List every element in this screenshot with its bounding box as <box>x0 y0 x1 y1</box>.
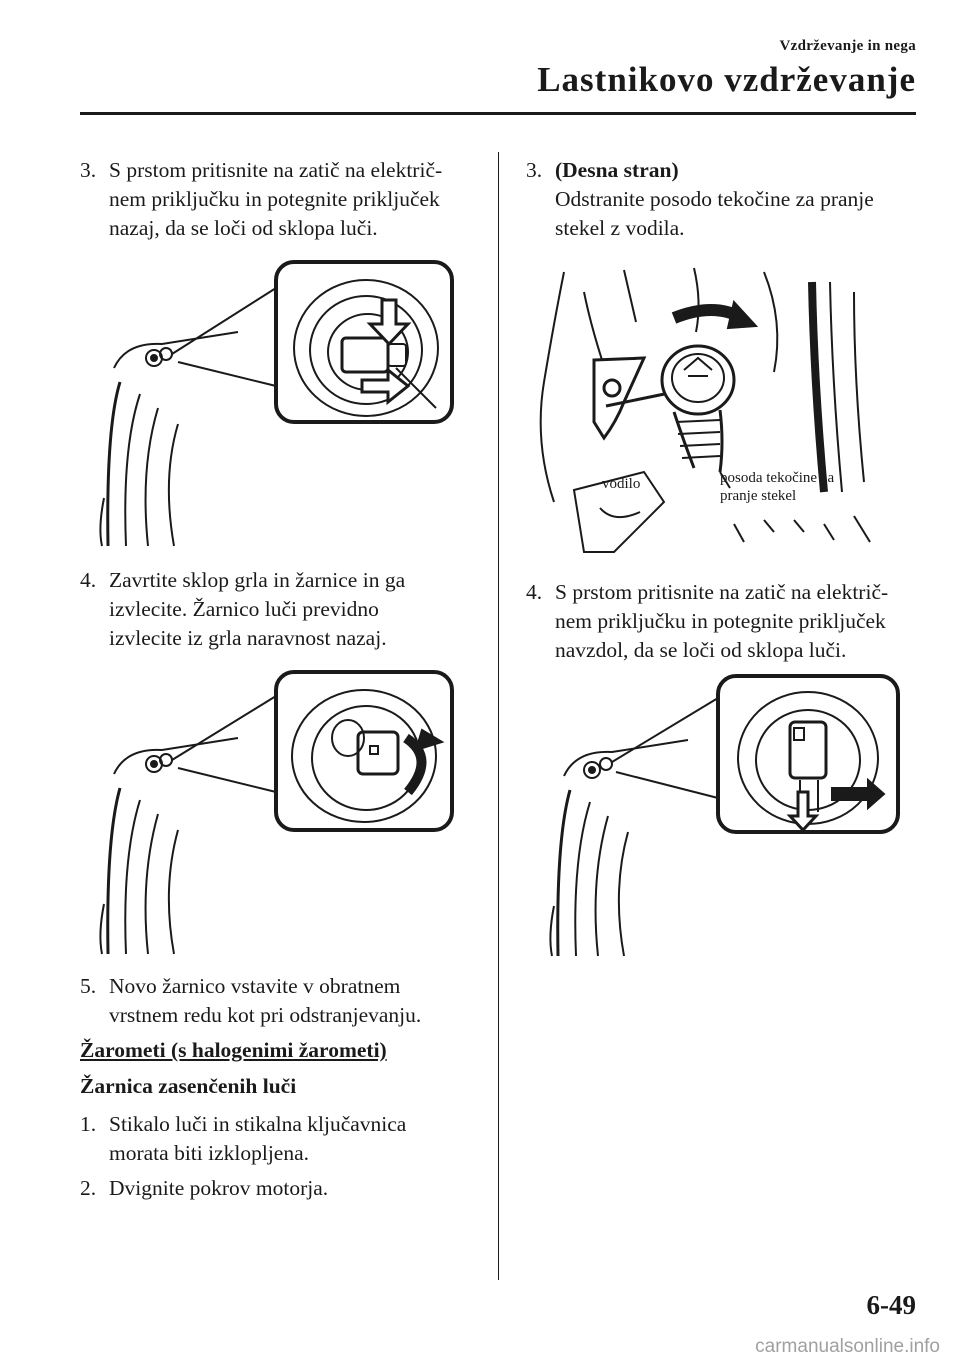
left-step-3 <box>80 156 490 243</box>
step-number: 4. <box>80 568 97 592</box>
step-line: izvlecite iz grla naravnost nazaj. <box>109 626 387 650</box>
figure-washer-tank <box>524 262 894 556</box>
left-step-5 <box>80 972 490 1030</box>
watermark: carmanualsonline.info <box>755 1336 940 1357</box>
right-step-3 <box>526 156 926 243</box>
step-number: 4. <box>526 580 543 604</box>
figure-label-tank-2: pranje stekel <box>720 488 797 504</box>
step-line: S prstom pritisnite na zatič na električ- <box>109 158 443 182</box>
step-line: stekel z vodila. <box>555 216 685 240</box>
page-number: 6-49 <box>866 1290 916 1320</box>
step-number: 2. <box>80 1176 97 1200</box>
step-line: Stikalo luči in stikalna ključavnica <box>109 1112 407 1136</box>
step-line: Zavrtite sklop grla in žarnice in ga <box>109 568 406 592</box>
step-number: 3. <box>526 158 543 182</box>
column-divider <box>498 152 499 1280</box>
step-number: 5. <box>80 974 97 998</box>
left-step-1 <box>80 1110 490 1168</box>
step-line: izvlecite. Žarnico luči previdno <box>109 597 379 621</box>
figure-connector-press <box>96 258 458 548</box>
step-line: vrstnem redu kot pri odstranjevanju. <box>109 1003 422 1027</box>
step-line: S prstom pritisnite na zatič na električ- <box>555 580 889 604</box>
step-line: nem priključku in potegnite priključek <box>555 609 886 633</box>
step-line: morata biti izklopljena. <box>109 1141 310 1165</box>
step-number: 3. <box>80 158 97 182</box>
subheading: Žarnica zasenčenih luči <box>80 1074 297 1098</box>
section-heading: Žarometi (s halogenimi žarometi) <box>80 1038 387 1062</box>
side-label: (Desna stran) <box>555 158 679 182</box>
step-number: 1. <box>80 1112 97 1136</box>
chapter-title: Vzdrževanje in nega <box>779 38 916 54</box>
figure-label-guide: vodilo <box>602 476 641 492</box>
header-rule <box>80 112 916 115</box>
left-step-4 <box>80 566 490 653</box>
figure-twist-socket <box>96 668 458 956</box>
step-line: Novo žarnico vstavite v obratnem <box>109 974 401 998</box>
step-line: Odstranite posodo tekočine za pranje <box>555 187 874 211</box>
figure-label-tank-1: posoda tekočine za <box>720 470 835 486</box>
step-line: Dvignite pokrov motorja. <box>109 1176 329 1200</box>
step-line: nem priključku in potegnite priključek <box>109 187 440 211</box>
figure-connector-down <box>546 672 906 958</box>
step-line: navzdol, da se loči od sklopa luči. <box>555 638 847 662</box>
left-step-2 <box>80 1174 490 1203</box>
page-title: Lastnikovo vzdrževanje <box>537 60 916 99</box>
right-step-4 <box>526 578 926 665</box>
step-line: nazaj, da se loči od sklopa luči. <box>109 216 378 240</box>
